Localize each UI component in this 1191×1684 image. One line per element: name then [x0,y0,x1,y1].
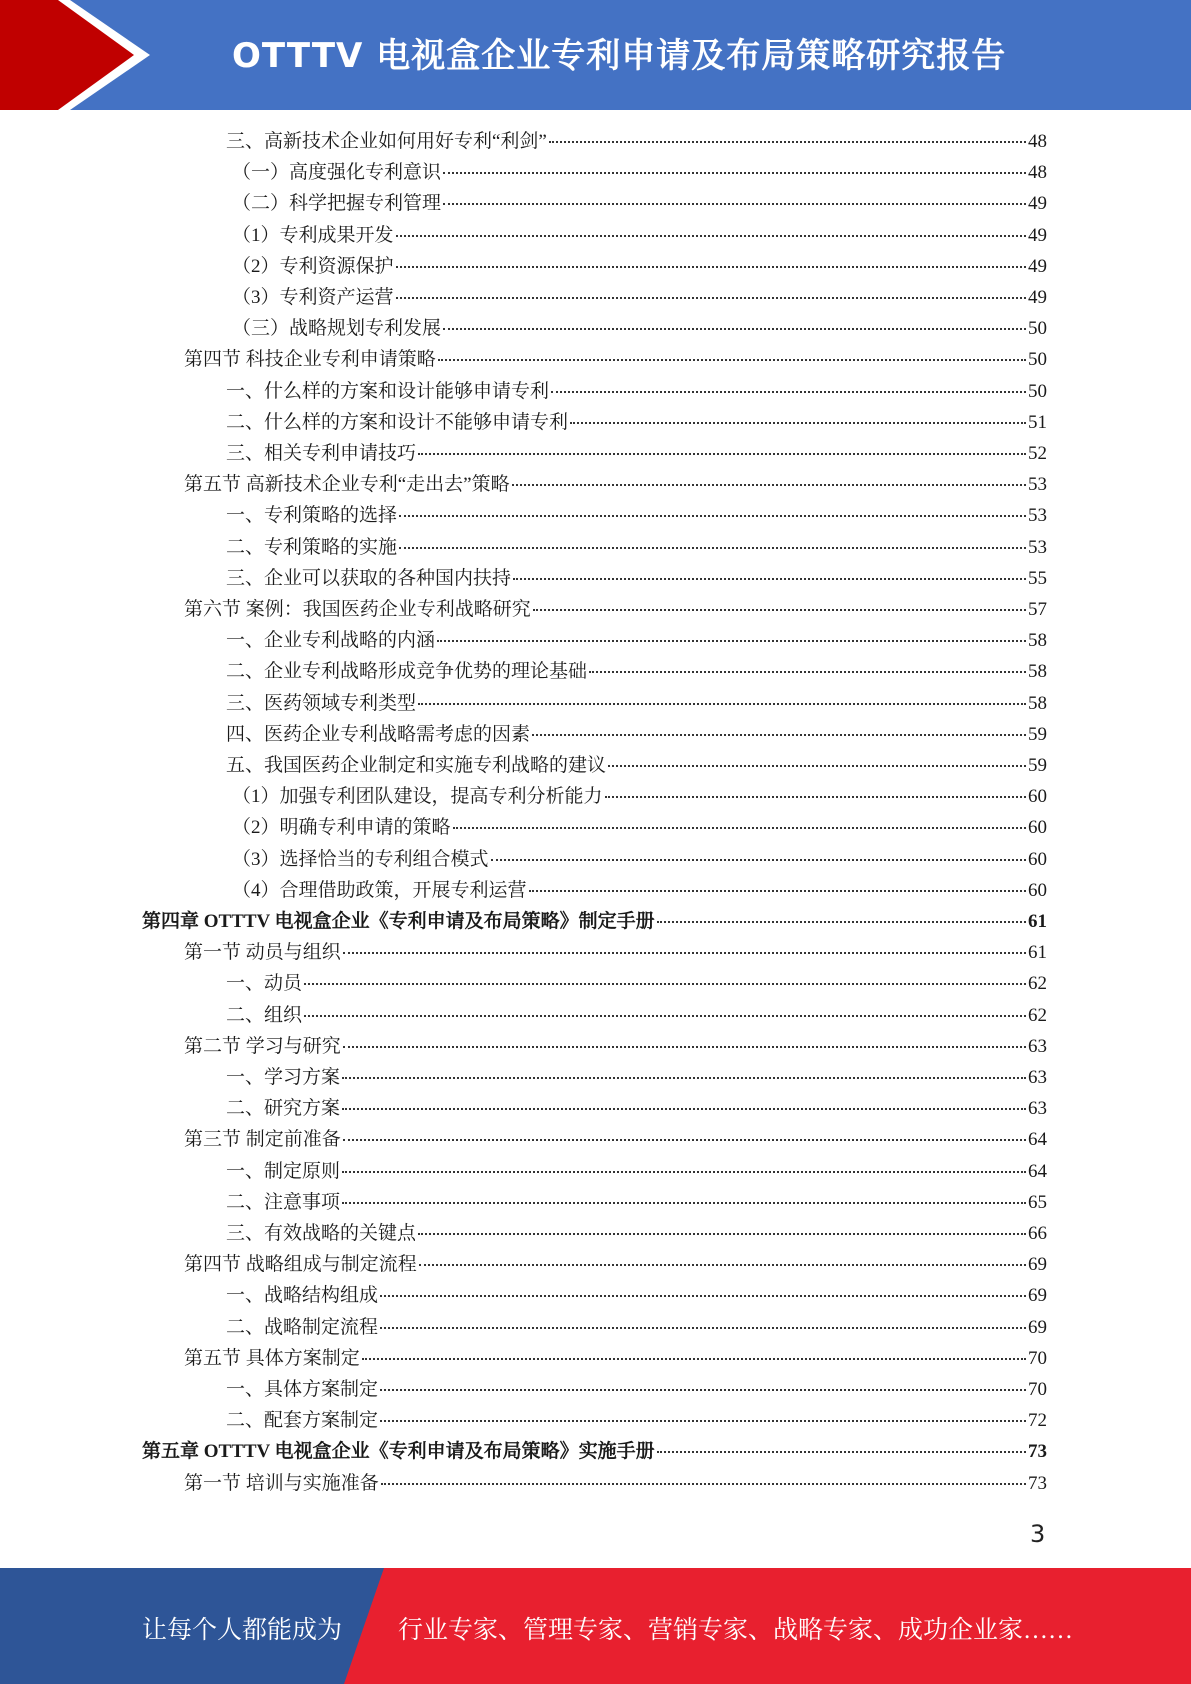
toc-entry[interactable] [226,1062,1047,1093]
toc-dot-leader [419,1264,1026,1266]
toc-dot-leader [491,859,1026,861]
toc-entry-page: 73 [1028,1441,1047,1463]
toc-entry-label: 三、高新技术企业如何用好专利“利剑” [226,131,547,152]
toc-dot-leader [657,921,1026,923]
toc-entry-label: 第一节 动员与组织 [184,942,341,964]
toc-dot-leader [343,1046,1026,1048]
toc-entry[interactable] [226,1374,1047,1405]
toc-entry-label: （2）明确专利申请的策略 [232,817,451,839]
toc-entry-page: 70 [1028,1379,1047,1400]
toc-dot-leader [380,1327,1026,1329]
toc-entry[interactable] [232,220,1047,251]
toc-entry-page: 60 [1028,879,1047,901]
toc-dot-leader [418,453,1026,455]
toc-entry-label: 第四节 战略组成与制定流程 [184,1254,417,1276]
toc-entry-page: 69 [1028,1254,1047,1276]
toc-entry[interactable] [184,1249,1047,1280]
toc-dot-leader [549,141,1026,143]
toc-entry[interactable] [226,126,1047,157]
toc-dot-leader [443,328,1026,330]
toc-entry[interactable] [226,719,1047,750]
toc-entry-label: 三、相关专利申请技巧 [226,443,417,464]
toc-entry-label: （二）科学把握专利管理 [232,193,442,215]
toc-dot-leader [513,578,1026,580]
toc-dot-leader [343,952,1026,954]
page-footer [0,1568,1191,1684]
toc-entry-label: 二、企业专利战略形成竞争优势的理论基础 [226,661,588,683]
toc-dot-leader [396,297,1026,299]
toc-dot-leader [399,515,1026,517]
toc-dot-leader [657,1451,1026,1453]
toc-entry[interactable] [226,1156,1047,1187]
page-header [0,0,1191,110]
toc-dot-leader [380,1295,1026,1297]
toc-entry-label: 一、企业专利战略的内涵 [226,630,436,652]
toc-entry-page: 58 [1028,661,1047,683]
toc-entry[interactable] [226,407,1047,438]
toc-entry-page: 53 [1028,536,1047,558]
toc-entry-label: （1）加强专利团队建设，提高专利分析能力 [232,786,603,808]
toc-entry-label: （3）专利资产运营 [232,287,394,308]
toc-dot-leader [605,796,1026,798]
toc-entry[interactable] [226,563,1047,594]
toc-dot-leader [529,890,1026,892]
toc-entry[interactable] [226,500,1047,531]
toc-entry[interactable] [184,937,1047,968]
toc-entry-page: 60 [1028,786,1047,808]
toc-entry[interactable] [232,251,1047,282]
report-title: OTTTV 电视盒企业专利申请及布局策略研究报告 [232,36,1007,76]
toc-entry-page: 72 [1028,1410,1047,1432]
toc-entry-label: （2）专利资源保护 [232,255,394,277]
toc-entry-page: 48 [1028,131,1047,152]
toc-entry[interactable] [232,875,1047,906]
toc-dot-leader [342,1202,1026,1204]
toc-entry-page: 48 [1028,162,1047,184]
toc-dot-leader [342,1077,1026,1079]
toc-dot-leader [418,703,1026,705]
toc-entry[interactable] [226,438,1047,469]
toc-entry-label: （4）合理借助政策，开展专利运营 [232,879,527,901]
toc-entry-label: 二、战略制定流程 [226,1316,379,1338]
toc-entry-page: 66 [1028,1223,1047,1244]
footer-tagline: 行业专家、管理专家、营销专家、战略专家、成功企业家…… [398,1617,1074,1644]
toc-entry[interactable] [226,688,1047,719]
toc-entry-page: 63 [1028,1035,1047,1057]
toc-dot-leader [512,484,1026,486]
toc-entry-page: 62 [1028,1004,1047,1026]
toc-entry[interactable] [184,1343,1047,1374]
toc-entry-label: 二、配套方案制定 [226,1410,379,1432]
chevron-arrow-icon [0,0,160,110]
toc-dot-leader [396,266,1026,268]
toc-entry-page: 63 [1028,1098,1047,1120]
toc-dot-leader [443,203,1026,205]
toc-dot-leader [608,765,1026,767]
toc-entry-label: 第三节 制定前准备 [184,1129,341,1151]
toc-entry[interactable] [226,1187,1047,1218]
toc-entry-page: 62 [1028,973,1047,995]
toc-entry[interactable] [232,282,1047,313]
toc-entry[interactable] [184,1031,1047,1062]
toc-dot-leader [532,734,1026,736]
toc-entry-label: （3）选择恰当的专利组合模式 [232,848,489,870]
toc-entry-page: 49 [1028,255,1047,277]
toc-entry-page: 53 [1028,505,1047,527]
toc-entry[interactable] [184,344,1047,375]
toc-entry-page: 49 [1028,287,1047,308]
toc-entry[interactable] [226,625,1047,656]
toc-entry[interactable] [226,1405,1047,1436]
toc-entry-page: 63 [1028,1067,1047,1088]
toc-entry-label: 一、制定原则 [226,1160,341,1182]
toc-entry-page: 52 [1028,443,1047,464]
toc-entry-page: 59 [1028,723,1047,745]
toc-dot-leader [533,609,1026,611]
toc-dot-leader [443,172,1026,174]
toc-entry-label: 第四节 科技企业专利申请策略 [184,349,436,371]
toc-entry-label: 第一节 培训与实施准备 [184,1472,379,1494]
toc-entry-label: 二、专利策略的实施 [226,536,398,558]
toc-entry-label: 三、企业可以获取的各种国内扶持 [226,567,512,589]
toc-entry-page: 61 [1028,911,1047,932]
toc-dot-leader [362,1358,1026,1360]
toc-entry-page: 53 [1028,474,1047,496]
toc-entry-page: 60 [1028,848,1047,870]
toc-entry-page: 65 [1028,1191,1047,1213]
toc-entry-label: 一、战略结构组成 [226,1285,379,1307]
toc-entry-page: 73 [1028,1472,1047,1494]
toc-entry-page: 69 [1028,1316,1047,1338]
toc-entry-label: 一、专利策略的选择 [226,505,398,527]
toc-entry[interactable] [232,812,1047,843]
toc-entry[interactable] [232,844,1047,875]
toc-entry[interactable] [226,656,1047,687]
toc-entry-label: 一、动员 [226,973,303,995]
toc-entry[interactable] [184,469,1047,500]
toc-dot-leader [453,827,1026,829]
toc-entry[interactable] [184,1124,1047,1155]
toc-entry-label: 第四章 OTTTV 电视盒企业《专利申请及布局策略》制定手册 [142,911,655,932]
toc-dot-leader [396,235,1026,237]
toc-entry-page: 50 [1028,318,1047,340]
toc-entry-page: 58 [1028,692,1047,714]
toc-entry-label: 一、具体方案制定 [226,1379,379,1400]
toc-entry-label: 第二节 学习与研究 [184,1035,341,1057]
toc-entry[interactable] [142,1436,1047,1467]
toc-entry[interactable] [232,781,1047,812]
footer-slogan: 让每个人都能成为 [142,1617,343,1644]
toc-entry[interactable] [226,1000,1047,1031]
toc-entry[interactable] [226,532,1047,563]
toc-entry-label: 第五节 高新技术企业专利“走出去”策略 [184,474,510,496]
toc-dot-leader [418,1233,1026,1235]
toc-entry[interactable] [184,1468,1047,1499]
toc-entry-page: 69 [1028,1285,1047,1307]
toc-entry-page: 49 [1028,224,1047,246]
toc-entry-page: 70 [1028,1347,1047,1369]
toc-entry-label: 一、什么样的方案和设计能够申请专利 [226,380,550,402]
toc-entry-page: 51 [1028,411,1047,433]
toc-entry-label: 三、有效战略的关键点 [226,1223,417,1244]
toc-dot-leader [342,1171,1026,1173]
toc-entry-label: 二、什么样的方案和设计不能够申请专利 [226,411,569,433]
toc-entry-label: 四、医药企业专利战略需考虑的因素 [226,723,531,745]
toc-entry[interactable] [226,1312,1047,1343]
toc-entry-page: 61 [1028,942,1047,964]
toc-dot-leader [304,1015,1026,1017]
toc-dot-leader [343,1139,1026,1141]
toc-entry-page: 64 [1028,1160,1047,1182]
toc-dot-leader [381,1483,1026,1485]
toc-entry-label: （1）专利成果开发 [232,224,394,246]
toc-dot-leader [551,391,1026,393]
toc-entry[interactable] [226,1218,1047,1249]
toc-entry-label: 五、我国医药企业制定和实施专利战略的建议 [226,755,607,776]
toc-entry[interactable] [226,1280,1047,1311]
toc-entry[interactable] [226,1093,1047,1124]
toc-entry[interactable] [226,750,1047,781]
toc-entry-page: 50 [1028,349,1047,371]
toc-entry-label: 三、医药领域专利类型 [226,692,417,714]
toc-entry-page: 50 [1028,380,1047,402]
toc-dot-leader [437,640,1026,642]
toc-entry-label: 第六节 案例：我国医药企业专利战略研究 [184,599,531,620]
toc-entry-label: 二、注意事项 [226,1191,341,1213]
toc-dot-leader [589,671,1026,673]
toc-entry-page: 49 [1028,193,1047,215]
toc-dot-leader [570,422,1026,424]
toc-entry[interactable] [226,968,1047,999]
page-number: 3 [1030,1520,1046,1548]
toc-entry-label: 二、组织 [226,1004,303,1026]
toc-entry[interactable] [232,313,1047,344]
toc-entry-page: 57 [1028,599,1047,620]
toc-entry[interactable] [226,376,1047,407]
toc-entry-page: 64 [1028,1129,1047,1151]
toc-dot-leader [342,1108,1026,1110]
toc-entry-page: 59 [1028,755,1047,776]
toc-entry-label: 第五章 OTTTV 电视盒企业《专利申请及布局策略》实施手册 [142,1441,655,1463]
toc-entry-label: （三）战略规划专利发展 [232,318,442,340]
toc-dot-leader [380,1420,1026,1422]
toc-entry-label: 第五节 具体方案制定 [184,1347,360,1369]
toc-dot-leader [438,359,1026,361]
toc-entry-label: 二、研究方案 [226,1098,341,1120]
toc-entry[interactable] [232,157,1047,188]
toc-entry[interactable] [232,188,1047,219]
toc-dot-leader [304,983,1026,985]
toc-entry-page: 58 [1028,630,1047,652]
toc-entry-page: 60 [1028,817,1047,839]
toc-entry-page: 55 [1028,567,1047,589]
toc-dot-leader [399,547,1026,549]
toc-entry[interactable] [184,594,1047,625]
toc-entry-label: 一、学习方案 [226,1067,341,1088]
toc-dot-leader [380,1389,1026,1391]
toc-entry-label: （一）高度强化专利意识 [232,162,442,184]
toc-entry[interactable] [142,906,1047,937]
